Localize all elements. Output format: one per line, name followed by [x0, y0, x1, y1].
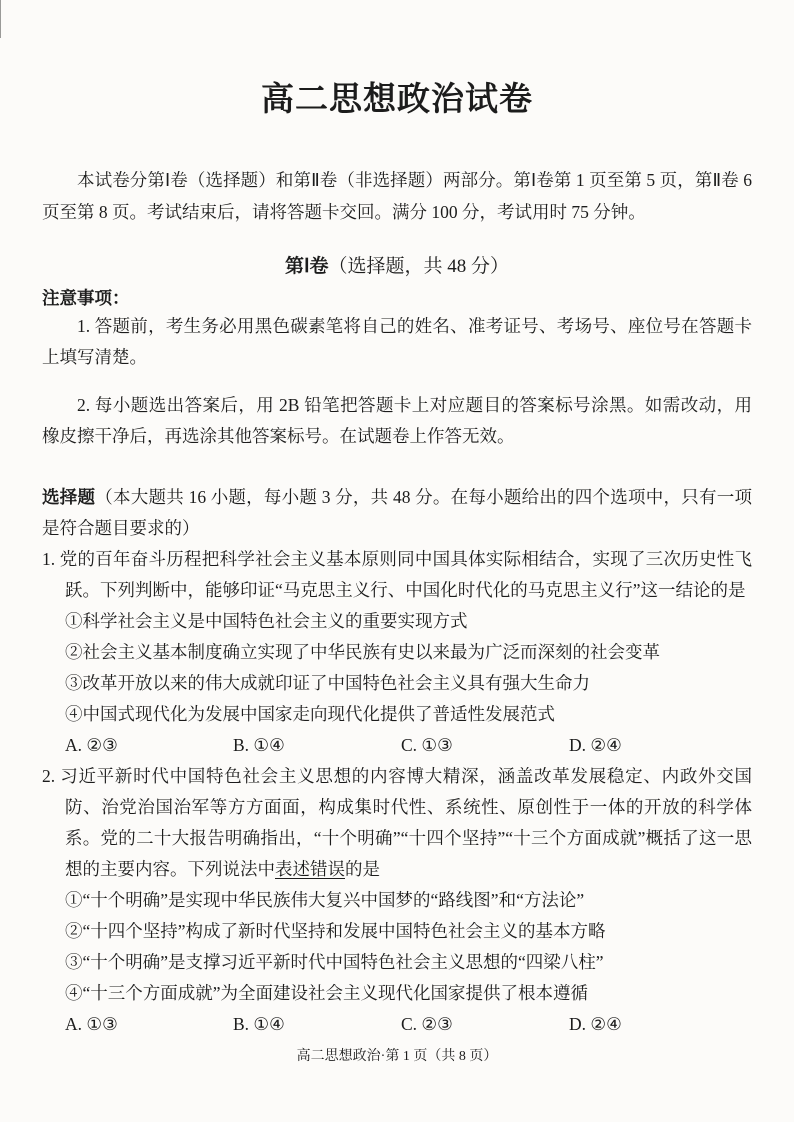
question-1-number: 1.: [42, 549, 56, 569]
question-1-choice-d: D. ②④: [569, 735, 622, 755]
question-2-stem: [42, 761, 752, 885]
question-1-item-3: ③改革开放以来的伟大成就印证了中国特色社会主义具有强大生命力: [65, 673, 590, 693]
question-1-stem: [42, 544, 752, 606]
page-footer: 高二思想政治·第 1 页（共 8 页）: [296, 1049, 498, 1064]
notice-heading: 注意事项：: [42, 288, 130, 308]
question-2-choices-row: [65, 1009, 752, 1040]
question-2-stem-underlined: 表述错误: [275, 859, 345, 879]
question-2-choice-c: C. ②③: [401, 1014, 453, 1034]
question-2-choice-d: D. ②④: [569, 1014, 622, 1034]
notice-item-2: 2. 每小题选出答案后，用 2B 铅笔把答题卡上对应题目的答案标号涂黑。如需改动，用橡皮擦干净后，再选涂其他答案标号。在试题卷上作答无效。: [42, 395, 752, 446]
part1-heading-detail: （选择题，共 48 分）: [328, 256, 510, 277]
question-2-stem-tail: 的是: [345, 859, 380, 879]
question-1: [42, 544, 752, 761]
question-1-choice-b: B. ①④: [233, 735, 285, 755]
scan-edge-artifact: [0, 0, 1, 38]
part1-heading-volume: 第Ⅰ卷: [284, 256, 329, 277]
question-1-item-4: ④中国式现代化为发展中国家走向现代化提供了普适性发展范式: [65, 704, 555, 724]
question-1-item-2: ②社会主义基本制度确立实现了中华民族有史以来最为广泛而深刻的社会变革: [65, 642, 660, 662]
mcq-section-instructions: （本大题共 16 小题，每小题 3 分，共 48 分。在每小题给出的四个选项中，只有一项是符合题目要求的）: [42, 487, 753, 538]
page-title: 高二思想政治试卷: [261, 82, 533, 118]
question-1-stem-text: 党的百年奋斗历程把科学社会主义基本原则同中国具体实际相结合，实现了三次历史性飞跃。下列判断中，能够印证“马克思主义行、中国化时代化的马克思主义行”这一结论的是: [59, 549, 752, 600]
mcq-section-intro: [42, 482, 752, 544]
question-1-item-1: ①科学社会主义是中国特色社会主义的重要实现方式: [65, 611, 468, 631]
question-2-item-4: ④“十三个方面成就”为全面建设社会主义现代化国家提供了根本遵循: [65, 983, 589, 1003]
exam-intro-paragraph: 本试卷分第Ⅰ卷（选择题）和第Ⅱ卷（非选择题）两部分。第Ⅰ卷第 1 页至第 5 页，第Ⅱ卷 6 页至第 8 页。考试结束后，请将答题卡交回。满分 100 分，考试用时 75 分钟。: [42, 170, 752, 222]
question-2-stem-text: 习近平新时代中国特色社会主义思想的内容博大精深，涵盖改革发展稳定、内政外交国防、治党治国治军等方方面面，构成集时代性、系统性、原创性于一体的开放的科学体系。党的二十大报告明确指出，“十个明确”“十四个坚持”“十三个方面成就”概括了这一思想的主要内容。下列说法中: [59, 766, 752, 879]
question-2-item-2: ②“十四个坚持”构成了新时代坚持和发展中国特色社会主义的基本方略: [65, 921, 606, 941]
question-1-choice-c: C. ①③: [401, 735, 453, 755]
question-2-choice-b: B. ①④: [233, 1014, 285, 1034]
question-2-choice-a: A. ①③: [65, 1014, 118, 1034]
question-2-item-1: ①“十个明确”是实现中华民族伟大复兴中国梦的“路线图”和“方法论”: [65, 890, 585, 910]
question-2: [42, 761, 752, 1040]
part1-heading: [42, 254, 752, 280]
question-2-item-3: ③“十个明确”是支撑习近平新时代中国特色社会主义思想的“四梁八柱”: [65, 952, 604, 972]
question-2-number: 2.: [42, 766, 56, 786]
question-1-choice-a: A. ②③: [65, 735, 118, 755]
notice-item-1: 1. 答题前，考生务必用黑色碳素笔将自己的姓名、准考证号、考场号、座位号在答题卡上填写清楚。: [42, 316, 752, 367]
mcq-section-label: 选择题: [42, 487, 96, 507]
question-1-choices-row: [65, 730, 752, 761]
